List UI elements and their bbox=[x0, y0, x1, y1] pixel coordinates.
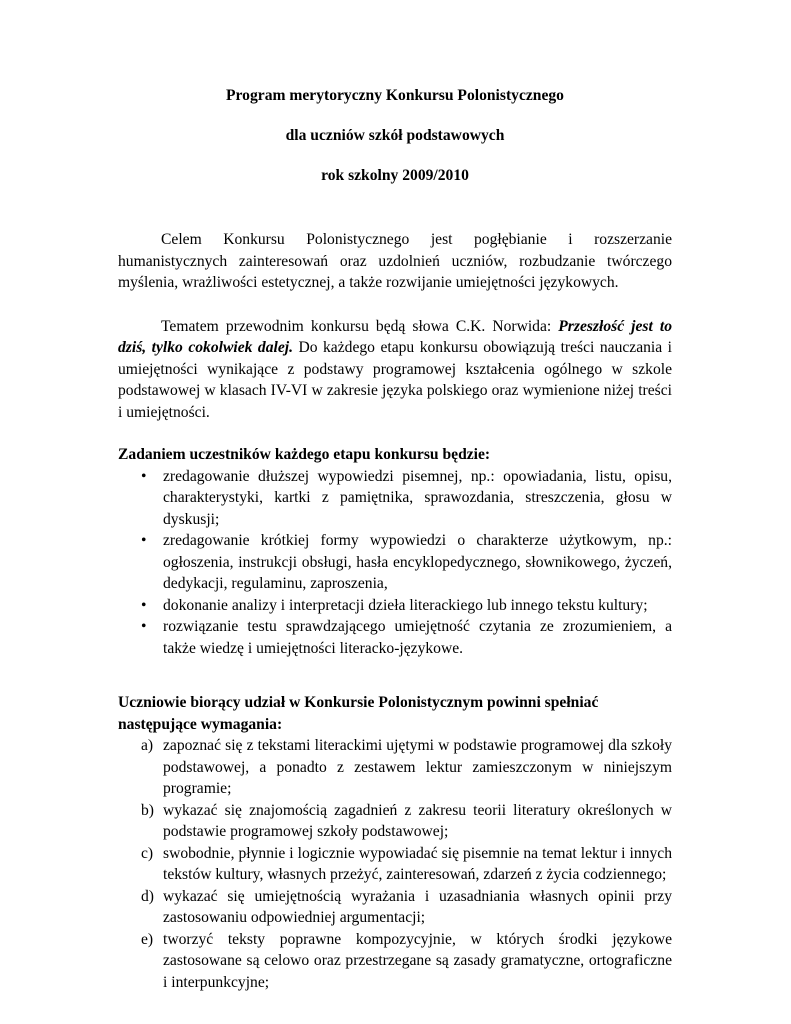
bullet-icon: • bbox=[141, 618, 147, 635]
list-item bbox=[118, 800, 672, 843]
theme-lead: Tematem przewodnim konkursu będą słowa C.K. Norwida: bbox=[161, 317, 559, 335]
list-marker: b) bbox=[141, 801, 154, 819]
list-item-text: swobodnie, płynnie i logicznie wypowiadać się pisemnie na temat lektur i innych tekstów kultury, własnych przeżyć, zainteresowań, zdarzeń z życia codziennego; bbox=[163, 844, 672, 883]
list-item bbox=[118, 886, 672, 929]
list-item-text: tworzyć teksty poprawne kompozycyjnie, w których środki językowe zastosowane są celowo oraz przestrzegane są zasady gramatyczne, ortograficzne i interpunkcyjne; bbox=[163, 930, 672, 991]
list-item bbox=[118, 466, 672, 531]
theme-rest: Do każdego etapu konkursu obowiązują treści nauczania i umiejętności wynikające z podstawy programowej kształcenia ogólnego w szkole podstawowej w klasach IV-VI w zakresie języka polskiego oraz wymienione niżej treści i umiejętności. bbox=[118, 339, 672, 421]
list-marker: a) bbox=[141, 737, 154, 754]
list-item-text: zapoznać się z tekstami literackimi ujętymi w podstawie programowej dla szkoły podstawowej, a ponadto z zestawem lektur zamieszczonym w niniejszym programie; bbox=[163, 737, 672, 797]
tasks-list bbox=[118, 466, 672, 660]
list-item-text: dokonanie analizy i interpretacji dzieła literackiego lub innego tekstu kultury; bbox=[163, 596, 648, 614]
list-item-text: wykazać się znajomością zagadnień z zakresu teorii literatury określonych w podstawie programowej szkoły podstawowej; bbox=[163, 801, 672, 840]
intro-paragraph: Celem Konkursu Polonistycznego jest pogłębianie i rozszerzanie humanistycznych zainteresowań oraz uzdolnień uczniów, rozbudzanie twórczego myślenia, wrażliwości estetycznej, a także rozwijanie umiejętności językowych. bbox=[118, 231, 672, 291]
requirements-list bbox=[118, 735, 672, 993]
bullet-icon: • bbox=[141, 532, 147, 549]
bullet-icon: • bbox=[141, 467, 147, 485]
list-item bbox=[118, 530, 672, 595]
document-subtitle: dla uczniów szkół podstawowych bbox=[285, 127, 505, 144]
norwid-quote: Przeszłość jest to dziś, tylko cokolwiek dalej. bbox=[118, 317, 672, 356]
bullet-icon: • bbox=[141, 596, 147, 614]
list-marker: e) bbox=[141, 930, 154, 948]
list-item bbox=[118, 929, 672, 994]
tasks-heading: Zadaniem uczestników każdego etapu konkursu będzie: bbox=[118, 446, 491, 463]
list-item-text: rozwiązanie testu sprawdzającego umiejętność czytania ze zrozumieniem, a także wiedzę i umiejętności literacko-językowe. bbox=[163, 618, 672, 657]
requirements-heading: Uczniowie biorący udział w Konkursie Polonistycznym powinni spełniać następujące wymagania: bbox=[118, 694, 599, 733]
school-year: rok szkolny 2009/2010 bbox=[321, 167, 469, 184]
list-marker: d) bbox=[141, 887, 154, 905]
list-item bbox=[118, 843, 672, 886]
list-item bbox=[118, 616, 672, 659]
document-title: Program merytoryczny Konkursu Polonistycznego bbox=[226, 87, 564, 104]
document-page bbox=[118, 86, 672, 993]
list-item bbox=[118, 595, 672, 617]
list-item-text: wykazać się umiejętnością wyrażania i uzasadniania własnych opinii przy zastosowaniu odpowiedniej argumentacji; bbox=[163, 887, 672, 926]
list-item-text: zredagowanie dłuższej wypowiedzi pisemnej, np.: opowiadania, listu, opisu, charakterystyki, kartki z pamiętnika, sprawozdania, streszczenia, głosu w dyskusji; bbox=[163, 467, 672, 528]
list-item bbox=[118, 735, 672, 800]
list-item-text: zredagowanie krótkiej formy wypowiedzi o charakterze użytkowym, np.: ogłoszenia, instrukcji obsługi, hasła encyklopedycznego, słownikowego, życzeń, dedykacji, regulaminu, zaproszenia, bbox=[163, 532, 672, 592]
theme-paragraph bbox=[118, 316, 672, 424]
list-marker: c) bbox=[141, 844, 154, 862]
